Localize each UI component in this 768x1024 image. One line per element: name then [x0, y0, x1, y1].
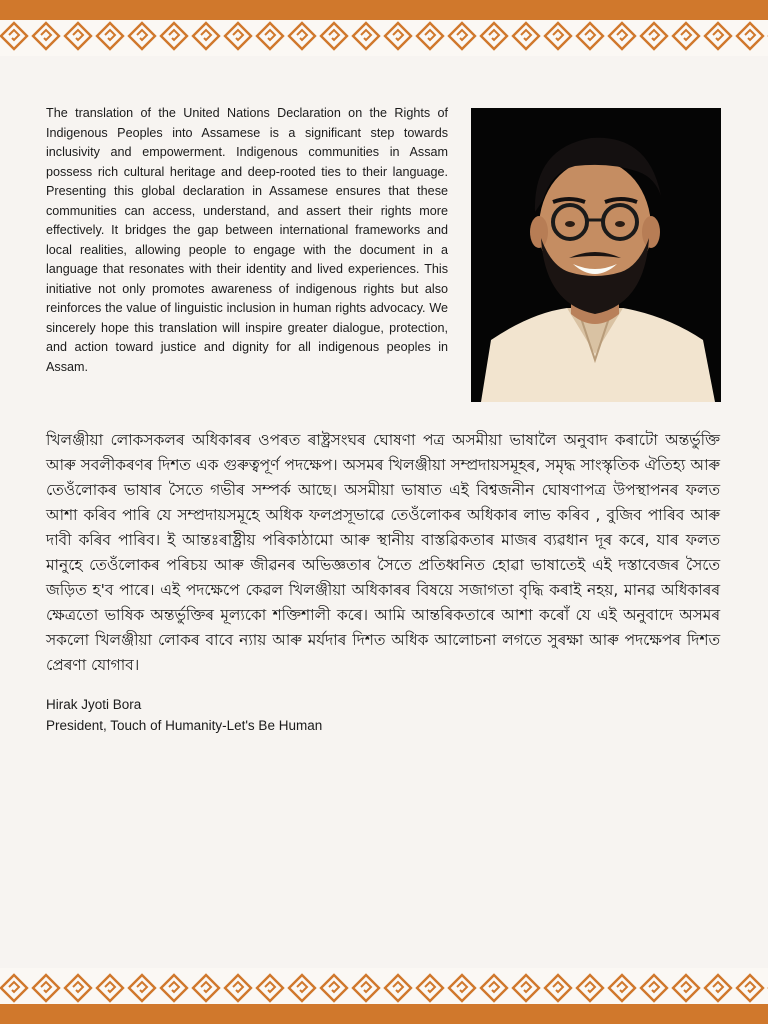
spiral-diamond-motif-icon [225, 975, 251, 1001]
spiral-diamond-motif-icon [353, 975, 379, 1001]
spiral-diamond-motif-icon [545, 975, 571, 1001]
spiral-diamond-motif-icon [577, 975, 603, 1001]
top-decorative-border [0, 0, 768, 56]
spiral-diamond-motif-icon [1, 23, 27, 49]
spiral-diamond-motif-icon [257, 975, 283, 1001]
spiral-diamond-motif-icon [641, 975, 667, 1001]
spiral-diamond-motif-icon [97, 975, 123, 1001]
assamese-paragraph: খিলঞ্জীয়া লোকসকলৰ অধিকাৰৰ ওপৰত ৰাষ্ট্ৰসংঘৰ ঘোষণা পত্ৰ অসমীয়া ভাষালৈ অনুবাদ কৰাটো অন্তৰ্ভুক্তি আৰু সবলীকৰণৰ দিশত এক গুৰুত্বপূৰ্ণ পদক্ষেপ। অসমৰ খিলঞ্জীয়া সম্প্ৰদায়সমূহৰ, সমৃদ্ধ সাংস্কৃতিক ঐতিহ্য আৰু তেওঁলোকৰ ভাষাৰ সৈতে গভীৰ সম্পৰ্ক আছে। অসমীয়া ভাষাত এই বিশ্বজনীন ঘোষণাপত্ৰ উপস্থাপনৰ ফলত আশা কৰিব পাৰি যে সম্প্ৰদায়সমূহে অধিক ফলপ্ৰসূভাৱে তেওঁলোকৰ অধিকাৰ লাভ কৰিব , বুজিব পাৰিব আৰু দাবী কৰিব পাৰিব। ই আন্তঃৰাষ্ট্ৰীয় পৰিকাঠামো আৰু স্থানীয় বাস্তৱিকতাৰ মাজৰ ব্যৱধান দূৰ কৰে, যাৰ ফলত মানুহে তেওঁলোকৰ পৰিচয় আৰু জীৱনৰ অভিজ্ঞতাৰ সৈতে প্ৰতিধ্বনিত হোৱা ভাষাতেই এই দস্তাবেজৰ সৈতে জড়িত হ'ব পাৰে। এই পদক্ষেপে কেৱল খিলঞ্জীয়া অধিকাৰৰ বিষয়ে সজাগতা বৃদ্ধি কৰাই নহয়, মানৱ অধিকাৰৰ ক্ষেত্ৰতো ভাষিক অন্তৰ্ভুক্তিৰ মূল্যকো শক্তিশালী কৰে। আমি আন্তৰিকতাৰে আশা কৰোঁ যে এই অনুবাদে অসমৰ সকলো খিলঞ্জীয়া লোকৰ বাবে ন্যায় আৰু মৰ্যদাৰ দিশত অধিক আলোচনা লগতে সুৰক্ষা আৰু পদক্ষেপৰ দিশত প্ৰেৰণা যোগাব। [46, 431, 720, 674]
spiral-diamond-motif-icon [385, 23, 411, 49]
spiral-diamond-motif-icon [33, 975, 59, 1001]
spiral-diamond-motif-icon [129, 23, 155, 49]
spiral-diamond-motif-icon [705, 975, 731, 1001]
spiral-diamond-motif-icon [33, 23, 59, 49]
spiral-diamond-motif-icon [289, 975, 315, 1001]
spiral-diamond-motif-icon [417, 23, 443, 49]
portrait-photo [471, 108, 721, 402]
spiral-diamond-motif-icon [321, 23, 347, 49]
spiral-diamond-motif-icon [481, 975, 507, 1001]
spiral-diamond-motif-icon [161, 975, 187, 1001]
spiral-diamond-motif-icon [193, 23, 219, 49]
bottom-decorative-border [0, 968, 768, 1024]
top-border-motif [0, 0, 768, 56]
spiral-diamond-motif-icon [513, 975, 539, 1001]
spiral-diamond-motif-icon [161, 23, 187, 49]
spiral-diamond-motif-icon [417, 975, 443, 1001]
man-with-glasses-portrait-icon [471, 108, 721, 402]
spiral-diamond-motif-icon [353, 23, 379, 49]
spiral-diamond-motif-icon [609, 23, 635, 49]
spiral-diamond-motif-icon [65, 975, 91, 1001]
spiral-diamond-motif-icon [321, 975, 347, 1001]
spiral-diamond-motif-icon [257, 23, 283, 49]
spiral-diamond-motif-icon [481, 23, 507, 49]
spiral-diamond-motif-icon [289, 23, 315, 49]
signatory-title: President, Touch of Humanity-Let's Be Human [46, 718, 323, 733]
spiral-diamond-motif-icon [193, 975, 219, 1001]
spiral-diamond-motif-icon [225, 23, 251, 49]
spiral-diamond-motif-icon [737, 23, 763, 49]
signature-block [46, 694, 322, 736]
spiral-diamond-motif-icon [673, 975, 699, 1001]
spiral-diamond-motif-icon [449, 23, 475, 49]
spiral-diamond-motif-icon [65, 23, 91, 49]
bottom-border-motif [0, 968, 768, 1024]
spiral-diamond-motif-icon [97, 23, 123, 49]
signatory-name: Hirak Jyoti Bora [46, 697, 142, 712]
intro-paragraph: The translation of the United Nations Declaration on the Rights of Indigenous Peoples into Assamese is a significant step towards inclusivity and empowerment. Indigenous communities in Assam possess rich cultural heritage and deep-rooted ties to their language. Presenting this global declaration in Assamese ensures that these communities can access, understand, and assert their rights more effectively. It bridges the gap between international frameworks and local realities, allowing people to engage with the document in a language that resonates with their identity and lived experiences. This initiative not only promotes awareness of indigenous rights but also reinforces the value of linguistic inclusion in human rights advocacy. We sincerely hope this translation will inspire greater dialogue, protection, and action toward justice and dignity for all indigenous peoples in Assam. [46, 106, 448, 374]
spiral-diamond-motif-icon [577, 23, 603, 49]
spiral-diamond-motif-icon [449, 975, 475, 1001]
spiral-diamond-motif-icon [737, 975, 763, 1001]
spiral-diamond-motif-icon [513, 23, 539, 49]
spiral-diamond-motif-icon [129, 975, 155, 1001]
spiral-diamond-motif-icon [673, 23, 699, 49]
spiral-diamond-motif-icon [641, 23, 667, 49]
spiral-diamond-motif-icon [385, 975, 411, 1001]
spiral-diamond-motif-icon [1, 975, 27, 1001]
spiral-diamond-motif-icon [545, 23, 571, 49]
spiral-diamond-motif-icon [609, 975, 635, 1001]
spiral-diamond-motif-icon [705, 23, 731, 49]
